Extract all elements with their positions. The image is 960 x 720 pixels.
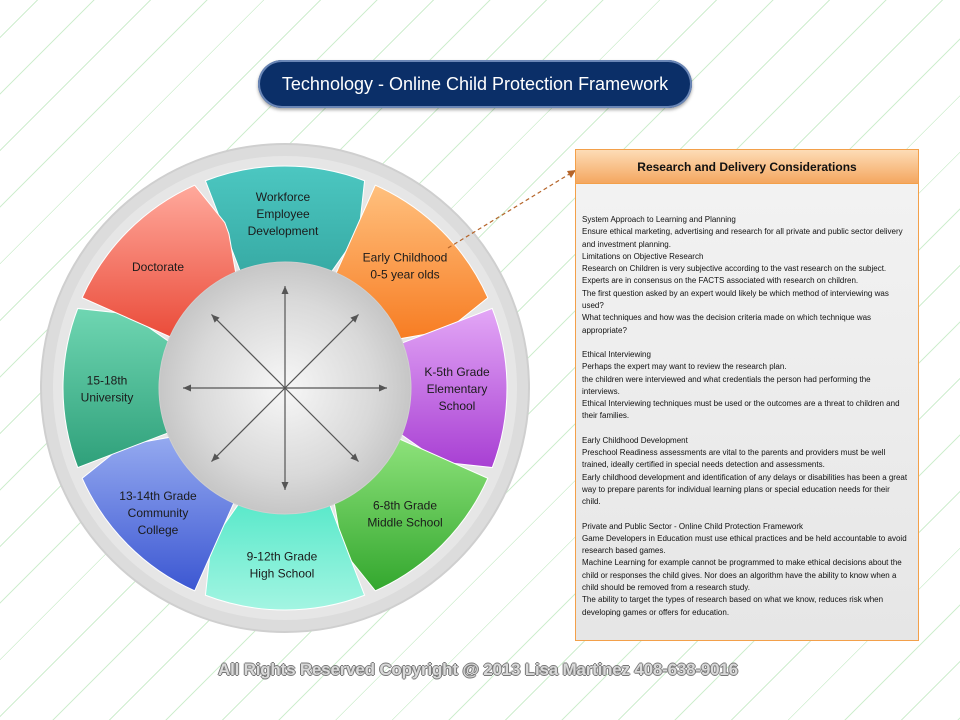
- panel-text-line: Ethical Interviewing: [582, 349, 651, 359]
- segment-label-workforce: [248, 190, 319, 238]
- segment-label-line: School: [438, 399, 476, 413]
- connector-line: [448, 170, 576, 248]
- panel-text-line: Preschool Readiness assessments are vital to the parents and providers must be well trained, ideally certified in special needs detection and assessments.: [582, 448, 886, 470]
- segment-label-line: High School: [249, 566, 315, 581]
- segment-label-line: Community: [127, 506, 189, 520]
- panel-text-line: Ensure ethical marketing, advertising and research for all private and public sector delivery and investment planning.: [582, 227, 903, 249]
- copyright-text: All Rights Reserved Copyright @ 2013 Lisa Martinez 408-638-9016: [218, 660, 738, 679]
- diagram-title: Technology - Online Child Protection Framework: [258, 60, 692, 108]
- segment-label-line: 6-8th Grade: [372, 498, 438, 513]
- panel-text-line: What techniques and how was the decision criteria made on which technique was appropriate?: [582, 313, 872, 335]
- panel-text-line: Experts are in consensus on the FACTS associated with research on children.: [582, 276, 859, 286]
- panel-text-line: Private and Public Sector - Online Child Protection Framework: [582, 521, 803, 531]
- panel-body: [576, 184, 918, 619]
- segment-label-line: Employee: [256, 207, 310, 221]
- segment-label-line: 15-18th: [86, 373, 128, 388]
- paragraph-gap: [582, 509, 910, 521]
- panel-text-line: System Approach to Learning and Planning: [582, 215, 736, 224]
- segment-label-line: University: [80, 390, 134, 405]
- segment-label-line: 0-5 year olds: [370, 267, 440, 282]
- paragraph-gap: [582, 337, 910, 349]
- segment-label-line: Development: [247, 224, 319, 238]
- panel-text-line: the children were interviewed and what credentials the person had performing the interviews.: [582, 374, 871, 396]
- segment-label-line: Workforce: [255, 190, 311, 204]
- panel-text-line: Ethical Interviewing techniques must be used or the outcomes are a threat to children and their families.: [582, 399, 900, 421]
- panel-text-line: Limitations on Objective Research: [582, 251, 704, 261]
- hub-arrows: [183, 286, 387, 490]
- panel-text-line: The first question asked by an expert would likely be which method of interviewing was used?: [582, 288, 889, 311]
- segment-label-line: 13-14th Grade: [119, 489, 197, 503]
- panel-text-line: Game Developers in Education must use ethical practices and be held accountable to avoid research based games.: [582, 533, 907, 556]
- panel-text-line: Perhaps the expert may want to review the research plan.: [582, 362, 787, 372]
- segment-label-line: K-5th Grade: [424, 365, 490, 379]
- considerations-panel: [575, 149, 919, 641]
- segment-label-line: Doctorate: [131, 260, 185, 274]
- segment-label-line: Early Childhood: [362, 250, 448, 265]
- panel-title: Research and Delivery Considerations: [576, 150, 918, 184]
- panel-text-line: Machine Learning for example cannot be programmed to make ethical decisions about the child or responses the child gives. Nor does an algorithm have the ability to know when a child should be removed from a research study.: [582, 558, 902, 593]
- segment-label-line: College: [137, 523, 179, 537]
- panel-text-line: Early Childhood Development: [582, 435, 688, 445]
- panel-text-line: Research on Children is very subjective according to the vast research on the subject.: [582, 264, 887, 274]
- panel-text-line: Early childhood development and identification of any delays or disabilities has been a great way to prepare parents for individual learning plans or special education needs for their child.: [582, 472, 908, 507]
- segment-label-doctorate: [132, 260, 184, 274]
- panel-text-line: The ability to target the types of research based on what we know, reduces risk when developing games or offers for education.: [582, 595, 884, 617]
- segment-label-line: Elementary: [426, 382, 488, 396]
- segment-label-line: Middle School: [367, 515, 443, 530]
- paragraph-gap: [582, 423, 910, 435]
- segment-label-line: 9-12th Grade: [246, 549, 318, 564]
